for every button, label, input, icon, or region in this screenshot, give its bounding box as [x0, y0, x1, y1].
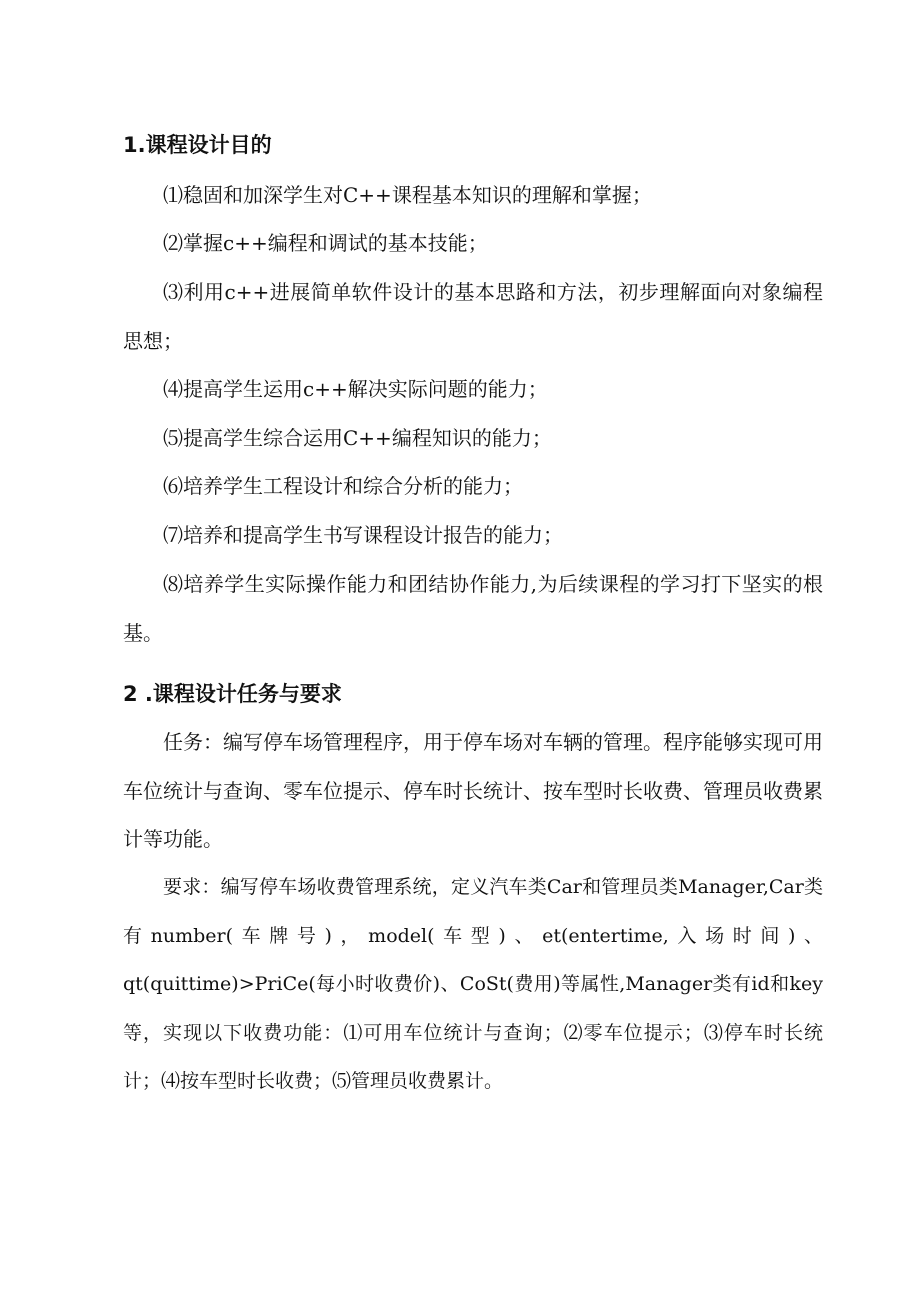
objective-item-3: ⑶利用c++进展简单软件设计的基本思路和方法，初步理解面向对象编程思想； [123, 280, 823, 353]
objective-item-8: ⑻培养学生实际操作能力和团结协作能力,为后续课程的学习打下坚实的根基。 [123, 572, 823, 645]
task-paragraph: 任务：编写停车场管理程序，用于停车场对车辆的管理。程序能够实现可用车位统计与查询、零车位提示、停车时长统计、按车型时长收费、管理员收费累计等功能。 [123, 730, 823, 851]
objective-item-5: ⑸提高学生综合运用C++编程知识的能力； [163, 426, 552, 450]
objective-item-2: ⑵掌握c++编程和调试的基本技能； [163, 231, 488, 255]
section-2-heading: 2 .课程设计任务与要求 [123, 682, 342, 706]
objective-item-6: ⑹培养学生工程设计和综合分析的能力； [163, 474, 523, 498]
objective-item-1: ⑴稳固和加深学生对C++课程基本知识的理解和掌握； [163, 183, 652, 207]
requirement-paragraph: 要求：编写停车场收费管理系统，定义汽车类Car和管理员类Manager,Car类有number(车牌号)，model(车型)、et(entertime,入场时间)、qt(quittime)>PriCe(每小时收费价)、CoSt(费用)等属性,Manager类有id和key等，实现以下收费功能：⑴可用车位统计与查询；⑵零车位提示；⑶停车时长统计；⑷按车型时长收费；⑸管理员收费累计。 [123, 876, 823, 1092]
section-1-heading: 1.课程设计目的 [123, 133, 272, 157]
objective-item-4: ⑷提高学生运用c++解决实际问题的能力； [163, 377, 548, 401]
objective-item-7: ⑺培养和提高学生书写课程设计报告的能力； [163, 523, 563, 547]
